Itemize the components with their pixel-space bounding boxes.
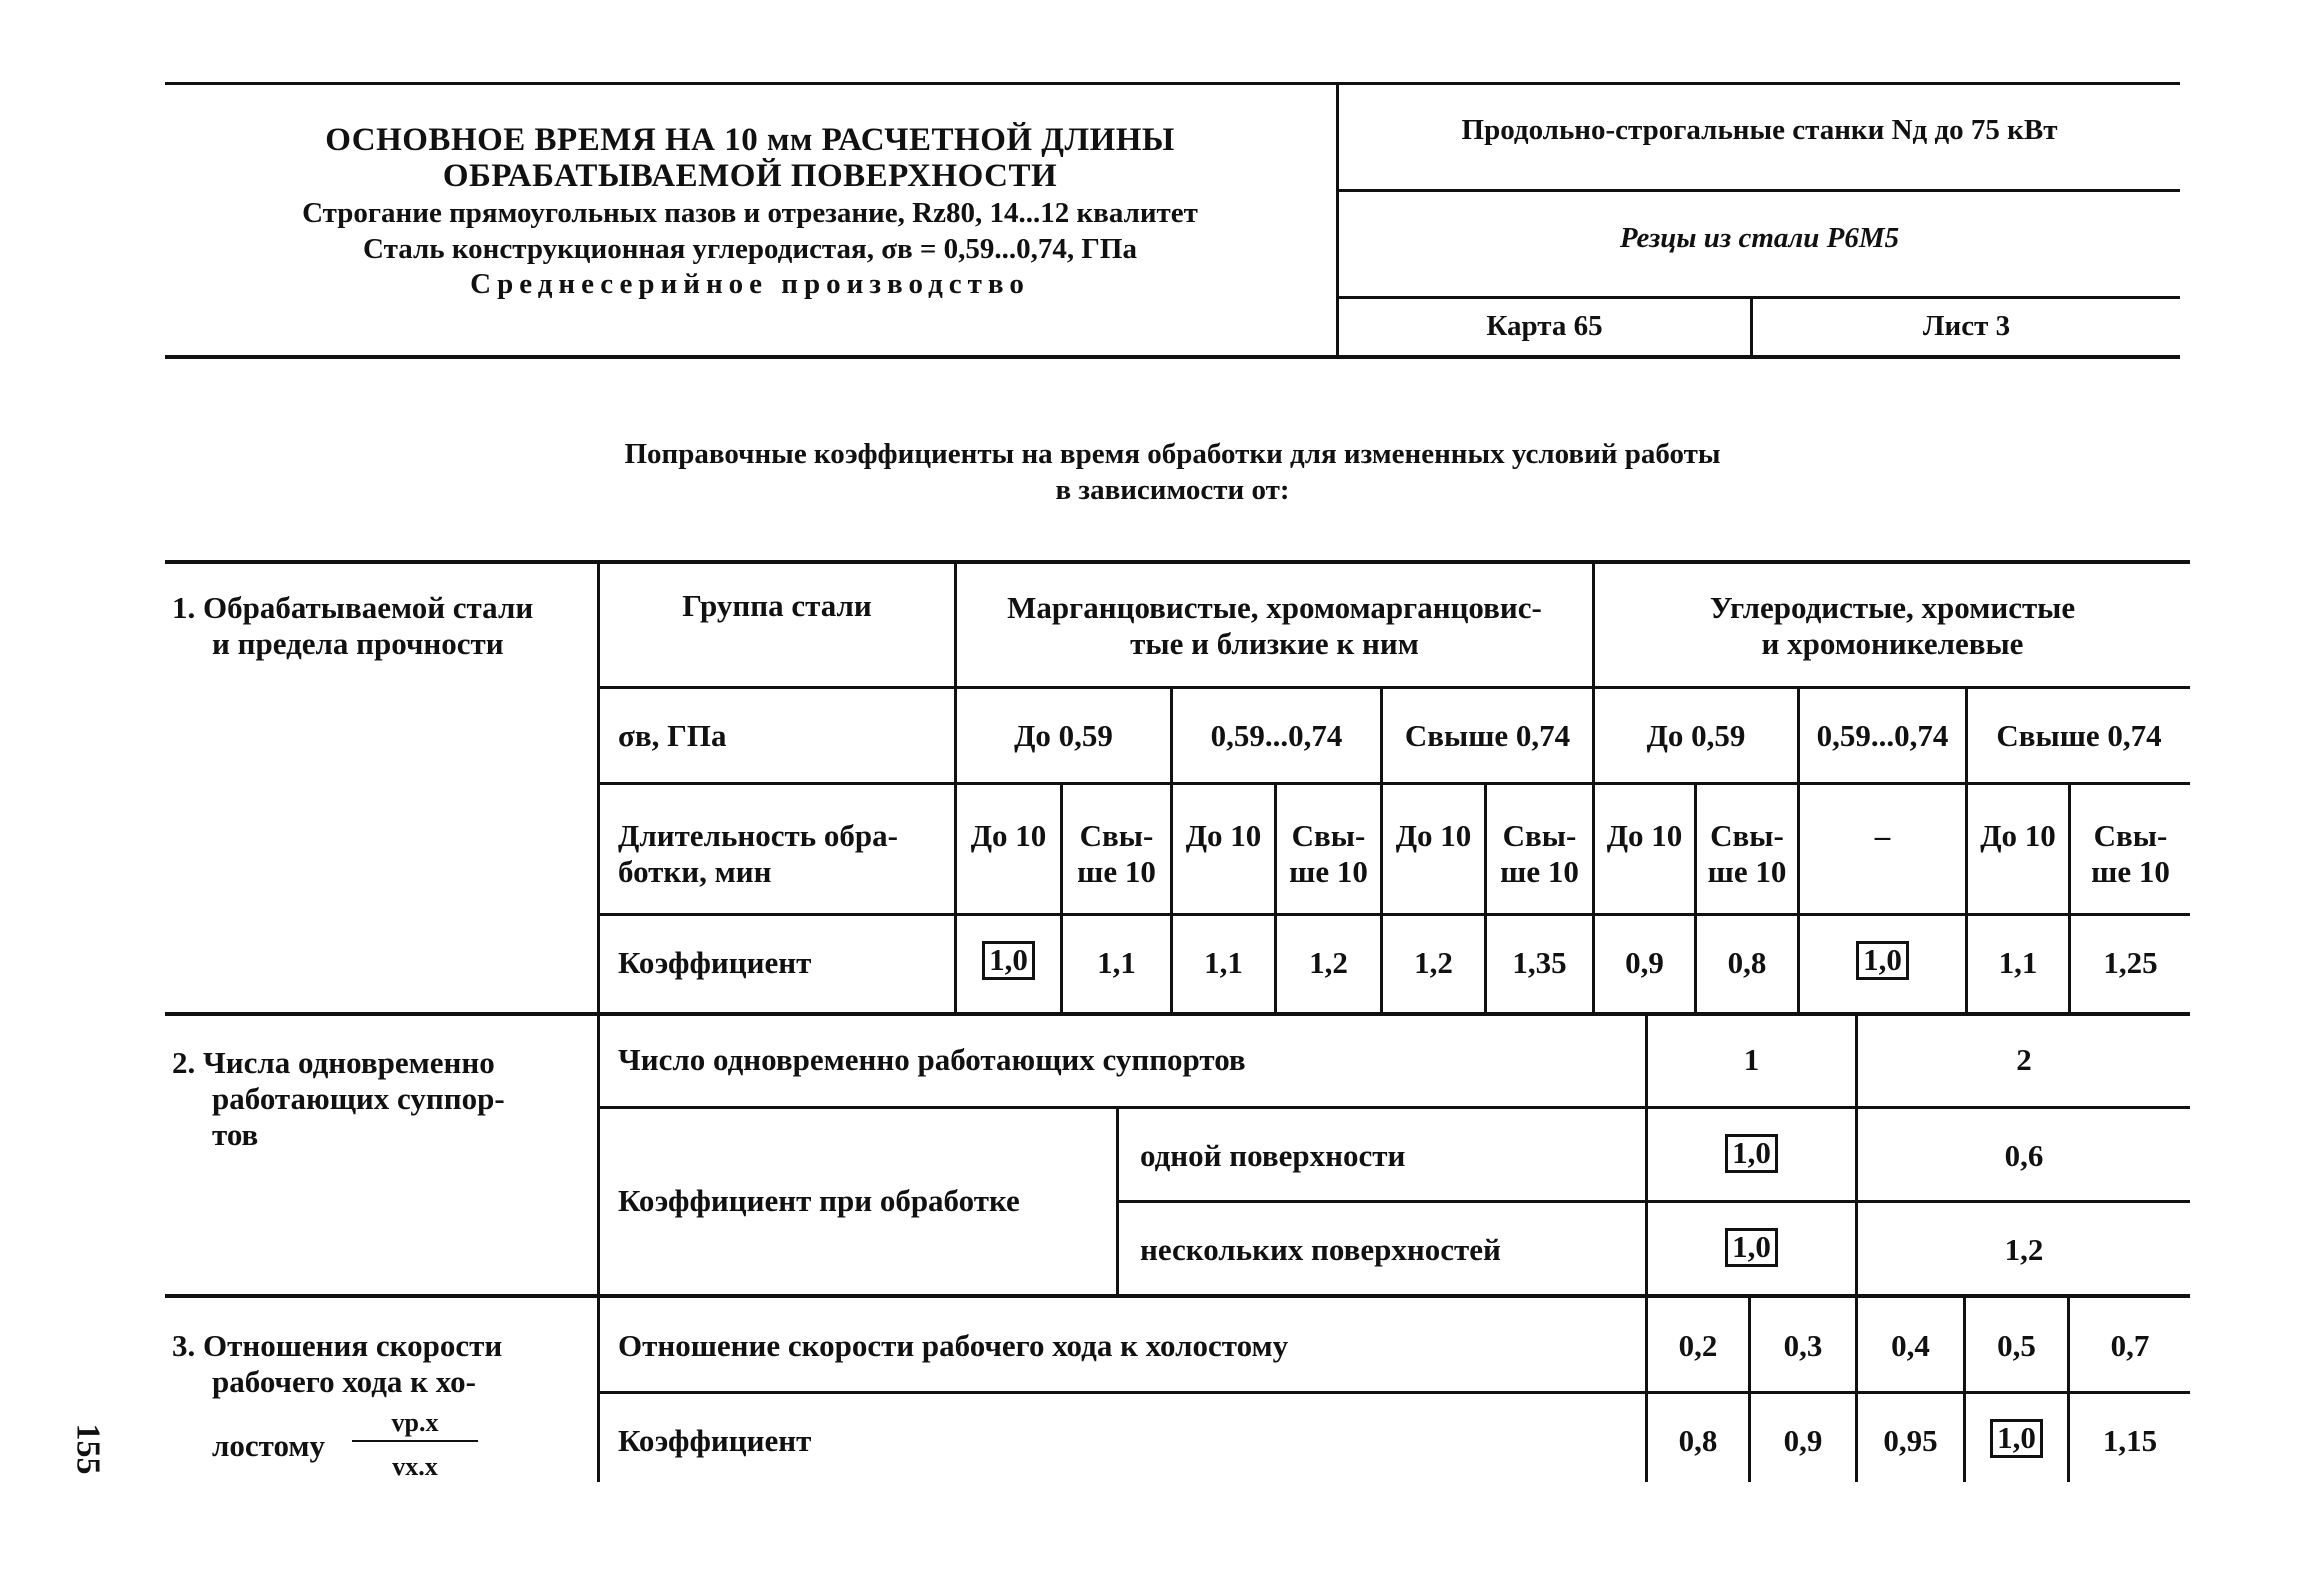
sigma-label: σв, ГПа xyxy=(618,718,727,753)
dur-long-2-line2: ше 10 xyxy=(1289,854,1368,889)
group-a-line1: Марганцовистые, хромомарганцовис- xyxy=(1007,590,1542,625)
dur-long-1-line1: Свы- xyxy=(1079,818,1154,853)
group-b-line1: Углеродистые, хромистые xyxy=(1709,590,2076,625)
ratio-5: 0,7 xyxy=(2110,1328,2150,1363)
ratio-coef-3: 0,95 xyxy=(1883,1423,1938,1458)
many-surface-label: нескольких поверхностей xyxy=(1140,1232,1501,1267)
ratio-coef-label: Коэффициент xyxy=(618,1423,812,1458)
ratio-coef-4: 1,0 xyxy=(1966,1419,2067,1458)
section3-label-line2: рабочего хода к хо- xyxy=(212,1364,476,1399)
ratio-coef-1: 0,8 xyxy=(1678,1423,1718,1458)
header-title-line1: ОСНОВНОЕ ВРЕМЯ НА 10 мм РАСЧЕТНОЙ ДЛИНЫ xyxy=(325,122,1175,158)
subtitle-line2: в зависимости от: xyxy=(1055,474,1290,506)
dur-long-5-line1: Свы- xyxy=(2093,818,2168,853)
sigma-a1: До 0,59 xyxy=(1014,718,1113,753)
fraction-denominator: vх.х xyxy=(392,1452,438,1481)
header-card: Карта 65 xyxy=(1486,310,1603,342)
dur-long-3-line2: ше 10 xyxy=(1500,854,1579,889)
section2-label-line1: 2. Числа одновременно xyxy=(172,1045,495,1080)
sigma-a2: 0,59...0,74 xyxy=(1210,718,1343,753)
supports-count-label: Число одновременно работающих суппортов xyxy=(618,1042,1246,1077)
dur-dash: – xyxy=(1874,818,1891,853)
coef-8: 0,8 xyxy=(1727,945,1767,980)
ratio-4: 0,5 xyxy=(1997,1328,2036,1363)
subtitle-line1: Поправочные коэффициенты на время обработки для измененных условий работы xyxy=(624,438,1721,470)
coef-1: 1,0 xyxy=(957,941,1060,980)
dur-short-5: До 10 xyxy=(1980,818,2056,853)
dur-long-3-line1: Свы- xyxy=(1502,818,1577,853)
duration-label-line2: ботки, мин xyxy=(618,854,772,889)
coef-3: 1,1 xyxy=(1204,945,1243,980)
one-surface-label: одной поверхности xyxy=(1140,1138,1406,1173)
group-a-line2: тые и близкие к ним xyxy=(1130,626,1419,661)
section2-label-line2: работающих суппор- xyxy=(212,1081,505,1116)
fraction-numerator: vр.х xyxy=(391,1408,439,1437)
sigma-a3: Свыше 0,74 xyxy=(1404,718,1571,753)
one-surface-value-2: 0,6 xyxy=(2004,1138,2044,1173)
page-number: 155 xyxy=(69,1423,107,1475)
section1-label-line2: и предела прочности xyxy=(212,626,504,661)
coef-7: 0,9 xyxy=(1625,945,1664,980)
ratio-3: 0,4 xyxy=(1891,1328,1930,1363)
group-b-line2: и хромоникелевые xyxy=(1761,626,2024,661)
header-tool: Резцы из стали Р6М5 xyxy=(1619,222,1900,254)
dur-short-3: До 10 xyxy=(1395,818,1472,853)
section2-label-line3: тов xyxy=(212,1117,259,1152)
dur-long-5-line2: ше 10 xyxy=(2091,854,2170,889)
coef-2: 1,1 xyxy=(1097,945,1136,980)
fraction-bar xyxy=(352,1440,478,1442)
coef-10: 1,1 xyxy=(1998,945,2038,980)
coef-6: 1,35 xyxy=(1512,945,1567,980)
many-surface-value-2: 1,2 xyxy=(2004,1232,2044,1267)
duration-label-line1: Длительность обра- xyxy=(618,818,898,853)
ratio-coef-5: 1,15 xyxy=(2102,1423,2158,1458)
dur-long-4-line2: ше 10 xyxy=(1707,854,1787,889)
supports-count-1: 1 xyxy=(1743,1042,1760,1077)
one-surface-value-1: 1,0 xyxy=(1648,1134,1855,1173)
header-production-line: Среднесерийное производство xyxy=(470,268,1030,300)
coef-4: 1,2 xyxy=(1309,945,1348,980)
section1-label-line1: 1. Обрабатываемой стали xyxy=(172,590,534,625)
header-top-rule xyxy=(165,82,2180,85)
sigma-b2: 0,59...0,74 xyxy=(1816,718,1949,753)
coef-5: 1,2 xyxy=(1414,945,1453,980)
ratio-coef-2: 0,9 xyxy=(1783,1423,1823,1458)
dur-long-2-line1: Свы- xyxy=(1291,818,1366,853)
supports-count-2: 2 xyxy=(2016,1042,2032,1077)
header-material-line: Сталь конструкционная углеродистая, σв = 0,59...0,74, ГПа xyxy=(363,233,1137,265)
coef-label-1: Коэффициент xyxy=(618,945,812,980)
dur-short-4: До 10 xyxy=(1606,818,1683,853)
header-machine: Продольно-строгальные станки Nд до 75 кВт xyxy=(1461,114,2058,146)
section3-label-line1: 3. Отношения скорости xyxy=(172,1328,503,1363)
many-surface-value-1: 1,0 xyxy=(1648,1228,1855,1267)
header-bottom-rule xyxy=(165,355,2180,359)
ratio-label: Отношение скорости рабочего хода к холостому xyxy=(618,1328,1289,1363)
sigma-b1: До 0,59 xyxy=(1646,718,1746,753)
header-sheet: Лист 3 xyxy=(1922,310,2011,342)
header-process-line: Строгание прямоугольных пазов и отрезание, Rz80, 14...12 квалитет xyxy=(302,197,1198,229)
coef-11: 1,25 xyxy=(2103,945,2158,980)
header-title-line2: ОБРАБАТЫВАЕМОЙ ПОВЕРХНОСТИ xyxy=(442,158,1058,194)
sigma-b3: Свыше 0,74 xyxy=(1996,718,2162,753)
ratio-2: 0,3 xyxy=(1783,1328,1823,1363)
dur-short-2: До 10 xyxy=(1185,818,1262,853)
dur-short-1: До 10 xyxy=(970,818,1047,853)
dur-long-1-line2: ше 10 xyxy=(1077,854,1156,889)
dur-long-4-line1: Свы- xyxy=(1710,818,1784,853)
section3-label-line3: лостому xyxy=(212,1428,325,1463)
coef-9: 1,0 xyxy=(1800,941,1965,980)
steel-group-label: Группа стали xyxy=(682,588,872,623)
ratio-1: 0,2 xyxy=(1678,1328,1718,1363)
supports-coef-label: Коэффициент при обработке xyxy=(618,1183,1020,1218)
